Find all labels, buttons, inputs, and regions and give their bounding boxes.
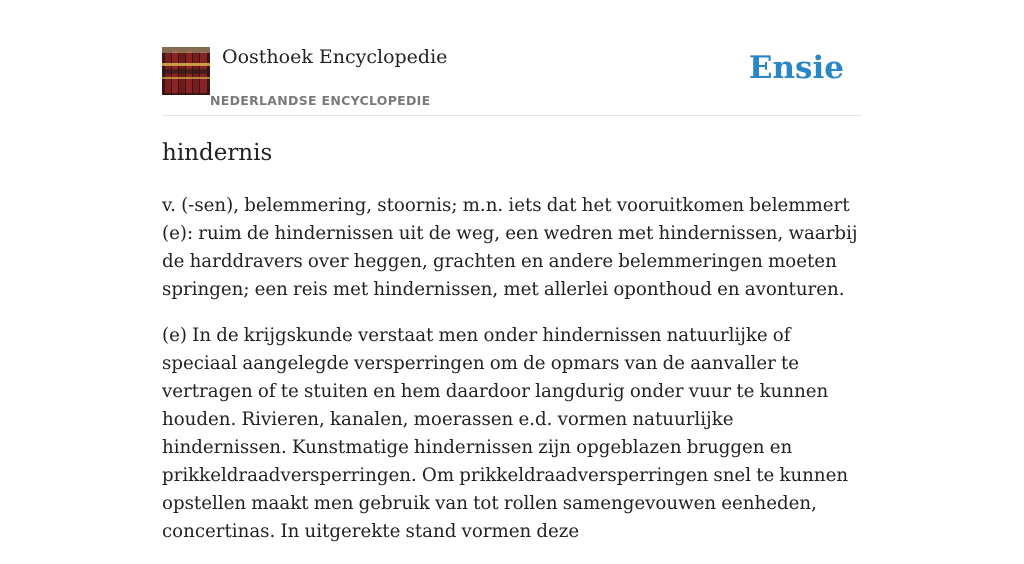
article-title: hindernis (162, 140, 273, 166)
encyclopedia-books-logo[interactable] (162, 47, 210, 95)
site-name-link[interactable]: Oosthoek Encyclopedie (222, 46, 448, 68)
article-body (162, 192, 862, 564)
page-container (162, 0, 862, 542)
ensie-brand-logo[interactable]: Ensie (748, 50, 844, 86)
article-paragraph: v. (-sen), belemmering, stoornis; m.n. iets dat het vooruitkomen belemmert (e): ruim de hindernissen uit de weg, een wedren met hindernissen, waarbij de harddravers over heggen, grachten en andere belemmeringen moeten springen; een reis met hindernissen, met allerlei oponthoud en avonturen. (162, 195, 858, 300)
article-paragraph: (e) In de krijgskunde verstaat men onder hindernissen natuurlijke of speciaal aangelegde versperringen om de opmars van de aanvaller te vertragen of te stuiten en hem daardoor langdurig onder vuur te kunnen houden. Rivieren, kanalen, moerassen e.d. vormen natuurlijke hindernissen. Kunstmatige hindernissen zijn opgeblazen bruggen en prikkeldraadversperringen. Om prikkeldraadversperringen snel te kunnen opstellen maakt men gebruik van tot rollen samengevouwen eenheden, concertinas. In uitgerekte stand vormen deze (162, 325, 849, 542)
site-header (162, 0, 862, 116)
site-subtitle: NEDERLANDSE ENCYCLOPEDIE (210, 93, 431, 108)
